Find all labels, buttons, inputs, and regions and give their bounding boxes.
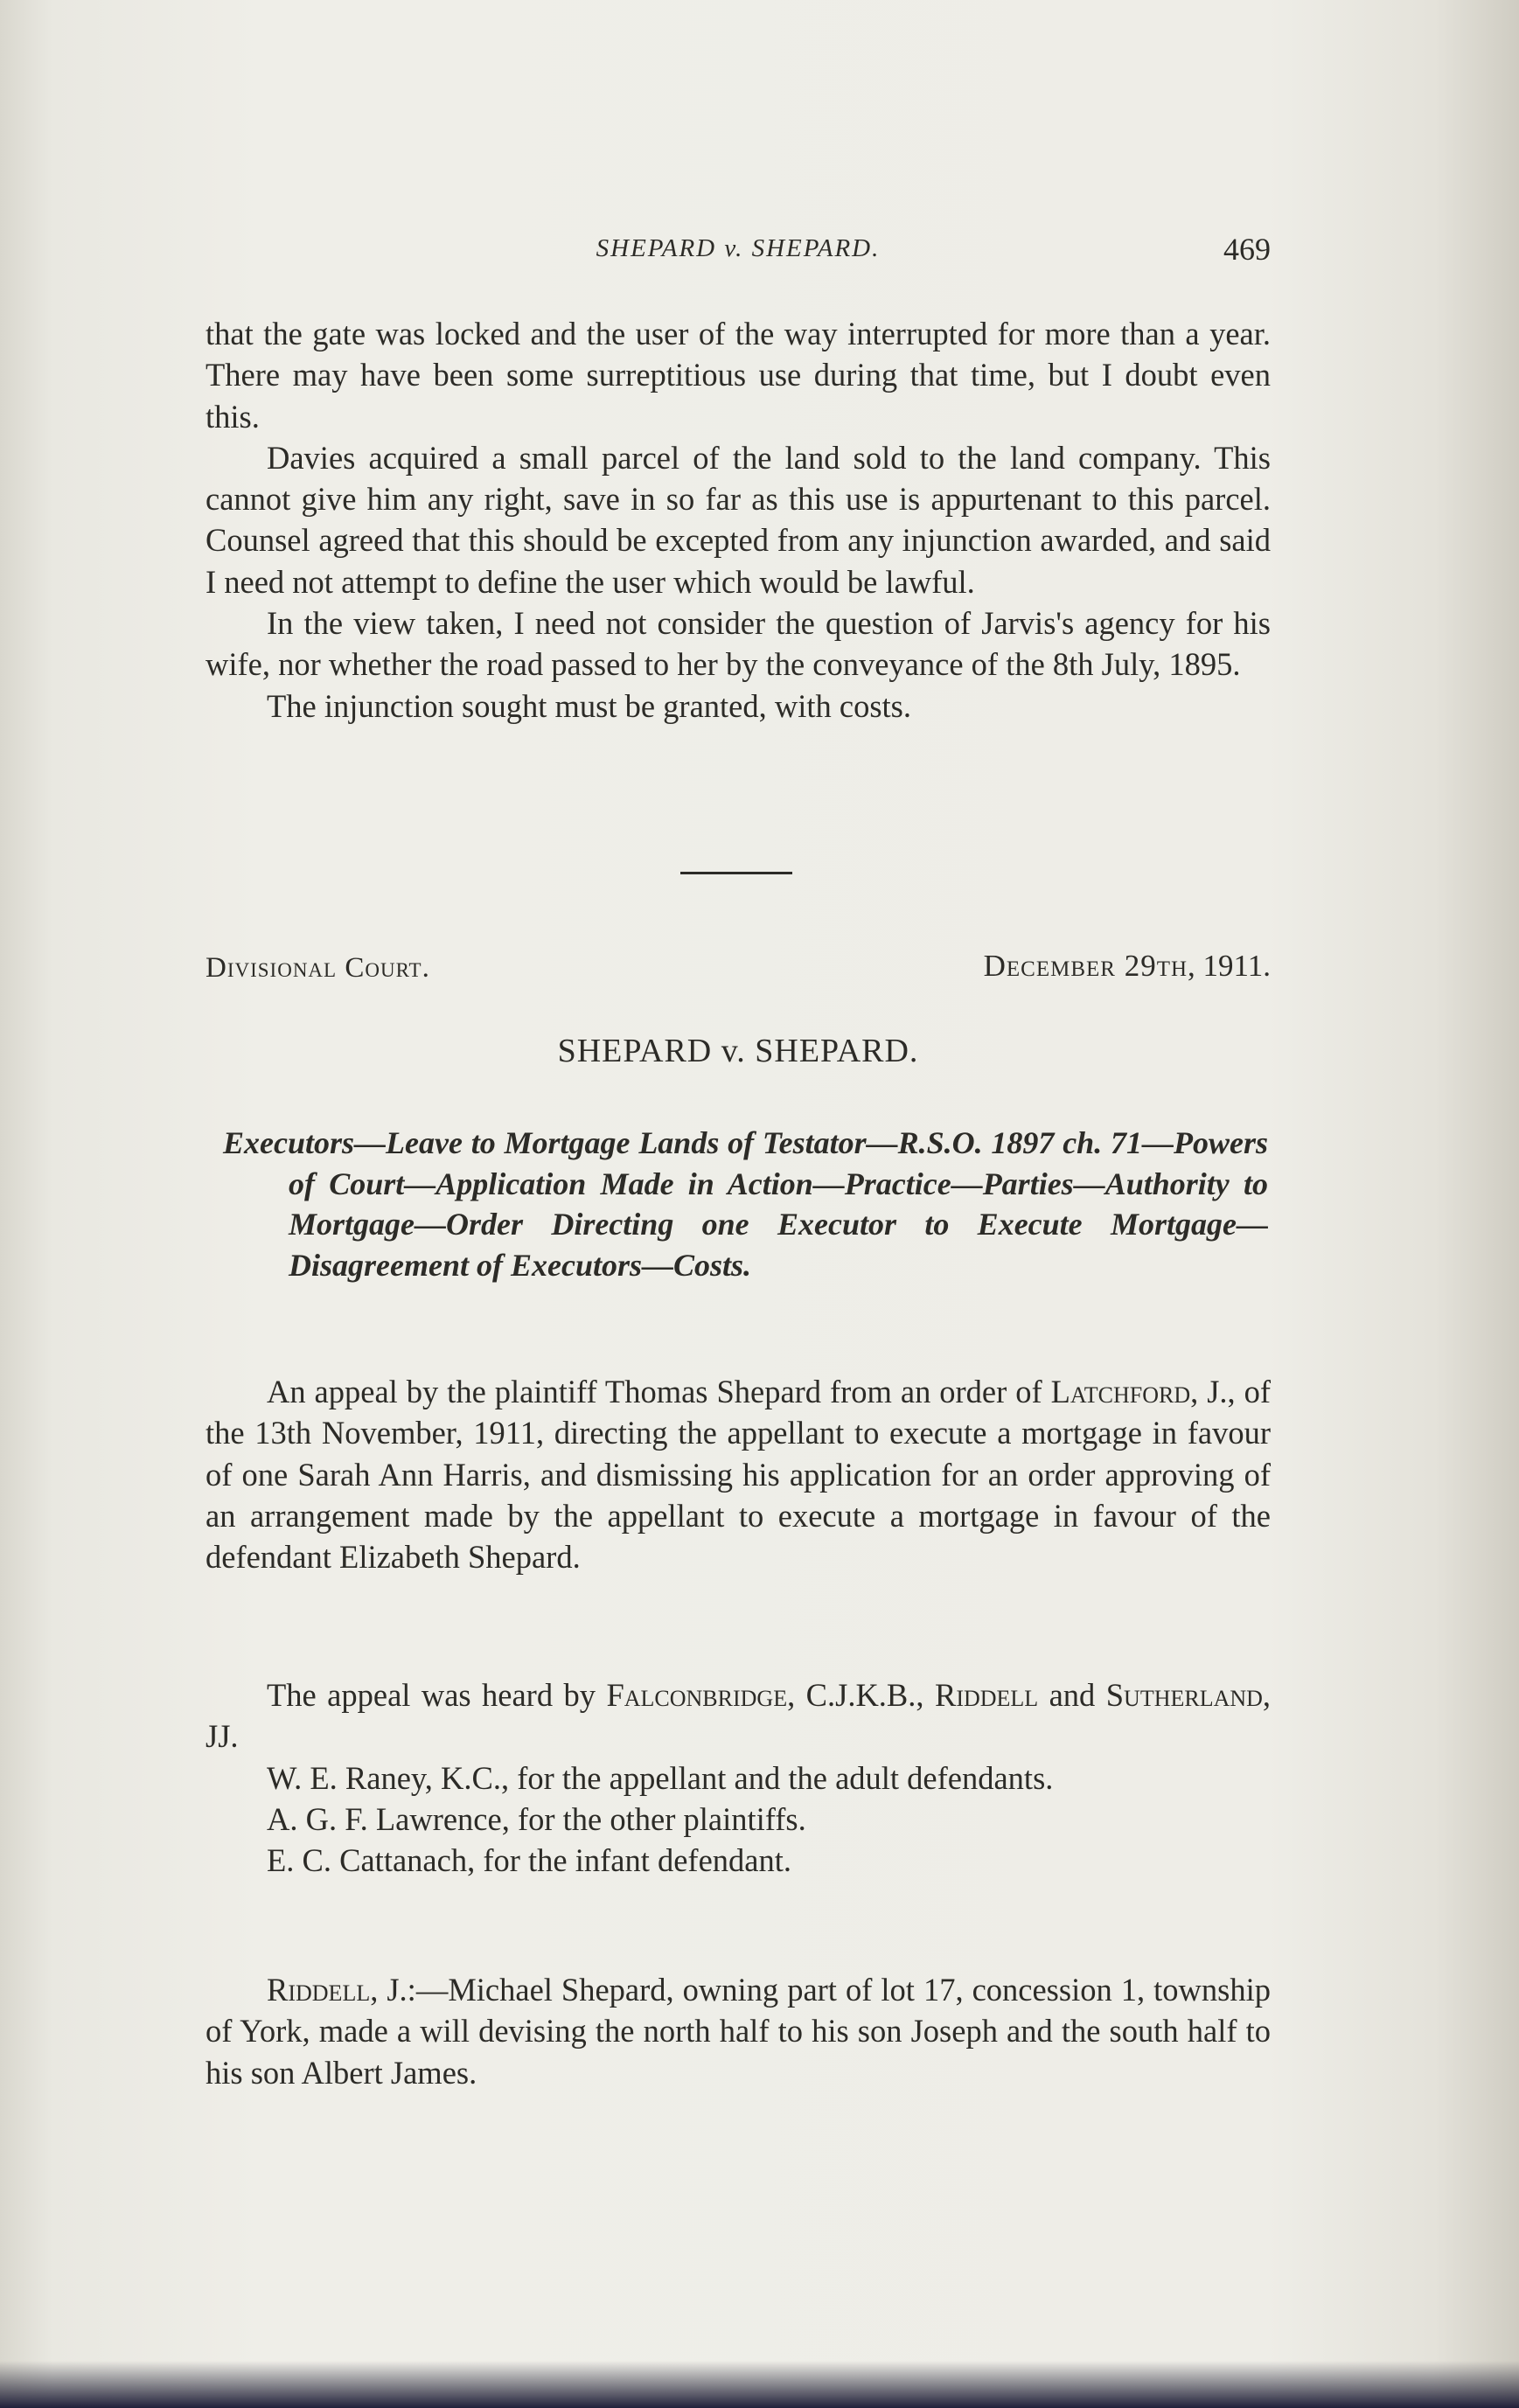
appeal-statement [206,1371,1271,1577]
judgment-suffix: , J.:— [370,1972,449,2008]
paragraph-gate-locked: that the gate was locked and the user of the way interrupted for more than a year. There may have been some surreptitious use during that time, but I doubt even this. [206,316,1271,435]
court-name: Divisional Court. [206,952,430,984]
appeal-judge-name: Latchford [1050,1374,1191,1409]
appeal-intro: An appeal by the plaintiff Thomas Shepard from an order of [267,1374,1042,1409]
hearing-end: , JJ. [206,1677,1272,1755]
continuation-text [206,313,1271,727]
appeal-rest: , J., of the 13th November, 1911, directing the appellant to execute a mortgage in favour of one Sarah Ann Harris, and dismissing his application for an order approving of an arrangement made by the appellant to execute a mortgage in favour of the defendant Elizabeth Shepard. [206,1374,1272,1576]
decision-date-day: December 29th [983,949,1188,983]
counsel-infant: E. C. Cattanach, for the infant defendant. [267,1842,792,1879]
paragraph-jarvis-agency: In the view taken, I need not consider the question of Jarvis's agency for his wife, nor whether the road passed to her by the conveyance of the 8th July, 1895. [206,605,1271,683]
court-date-line [206,949,1271,992]
running-header [206,229,1271,273]
counsel-appellant: W. E. Raney, K.C., for the appellant and the adult defendants. [267,1759,1054,1796]
page-bottom-edge [0,2361,1519,2408]
running-title: SHEPARD v. SHEPARD. [596,234,881,262]
headnote: Executors—Leave to Mortgage Lands of Testator—R.S.O. 1897 ch. 71—Powers of Court—Application Made in Action—Practice—Parties—Authority to Mortgage—Order Directing one Executor to Execute Mortgage—Disagreement of Executors—Costs. [223,1125,1268,1283]
judge-riddell: Riddell [934,1677,1039,1713]
section-divider [680,872,792,874]
decision-date-year: , 1911. [1188,949,1271,983]
page-number: 469 [1223,232,1271,267]
paragraph-judgment [206,1969,1271,2093]
case-title: SHEPARD v. SHEPARD. [557,1033,919,1069]
counsel-plaintiffs: A. G. F. Lawrence, for the other plaintiffs. [267,1800,806,1837]
judgment-text: Michael Shepard, owning part of lot 17, concession 1, township of York, made a will devising the north half to his son Joseph and the south half to his son Albert James. [206,1972,1271,2091]
paragraph-davies: Davies acquired a small parcel of the land sold to the land company. This cannot give him any right, save in so far as this use is appurtenant to this parcel. Counsel agreed that this should be excepted from any injunction awarded, and said I need not attempt to define the user which would be lawful. [206,439,1271,600]
paragraph-injunction-granted: The injunction sought must be granted, with costs. [267,687,912,724]
hearing-intro: The appeal was heard by [267,1677,596,1713]
hearing-mid1: , C.J.K.B., [787,1677,924,1713]
judgment-judge: Riddell [267,1972,371,2008]
judge-falconbridge: Falconbridge [606,1677,788,1713]
hearing-mid2: and [1049,1677,1096,1713]
paragraph-hearing [206,1674,1271,1757]
hearing-block [206,1674,1271,1881]
decision-date [984,949,1271,984]
judge-sutherland: Sutherland [1105,1677,1263,1713]
judgment-block [206,1969,1271,2093]
paragraph-appeal [206,1371,1271,1577]
